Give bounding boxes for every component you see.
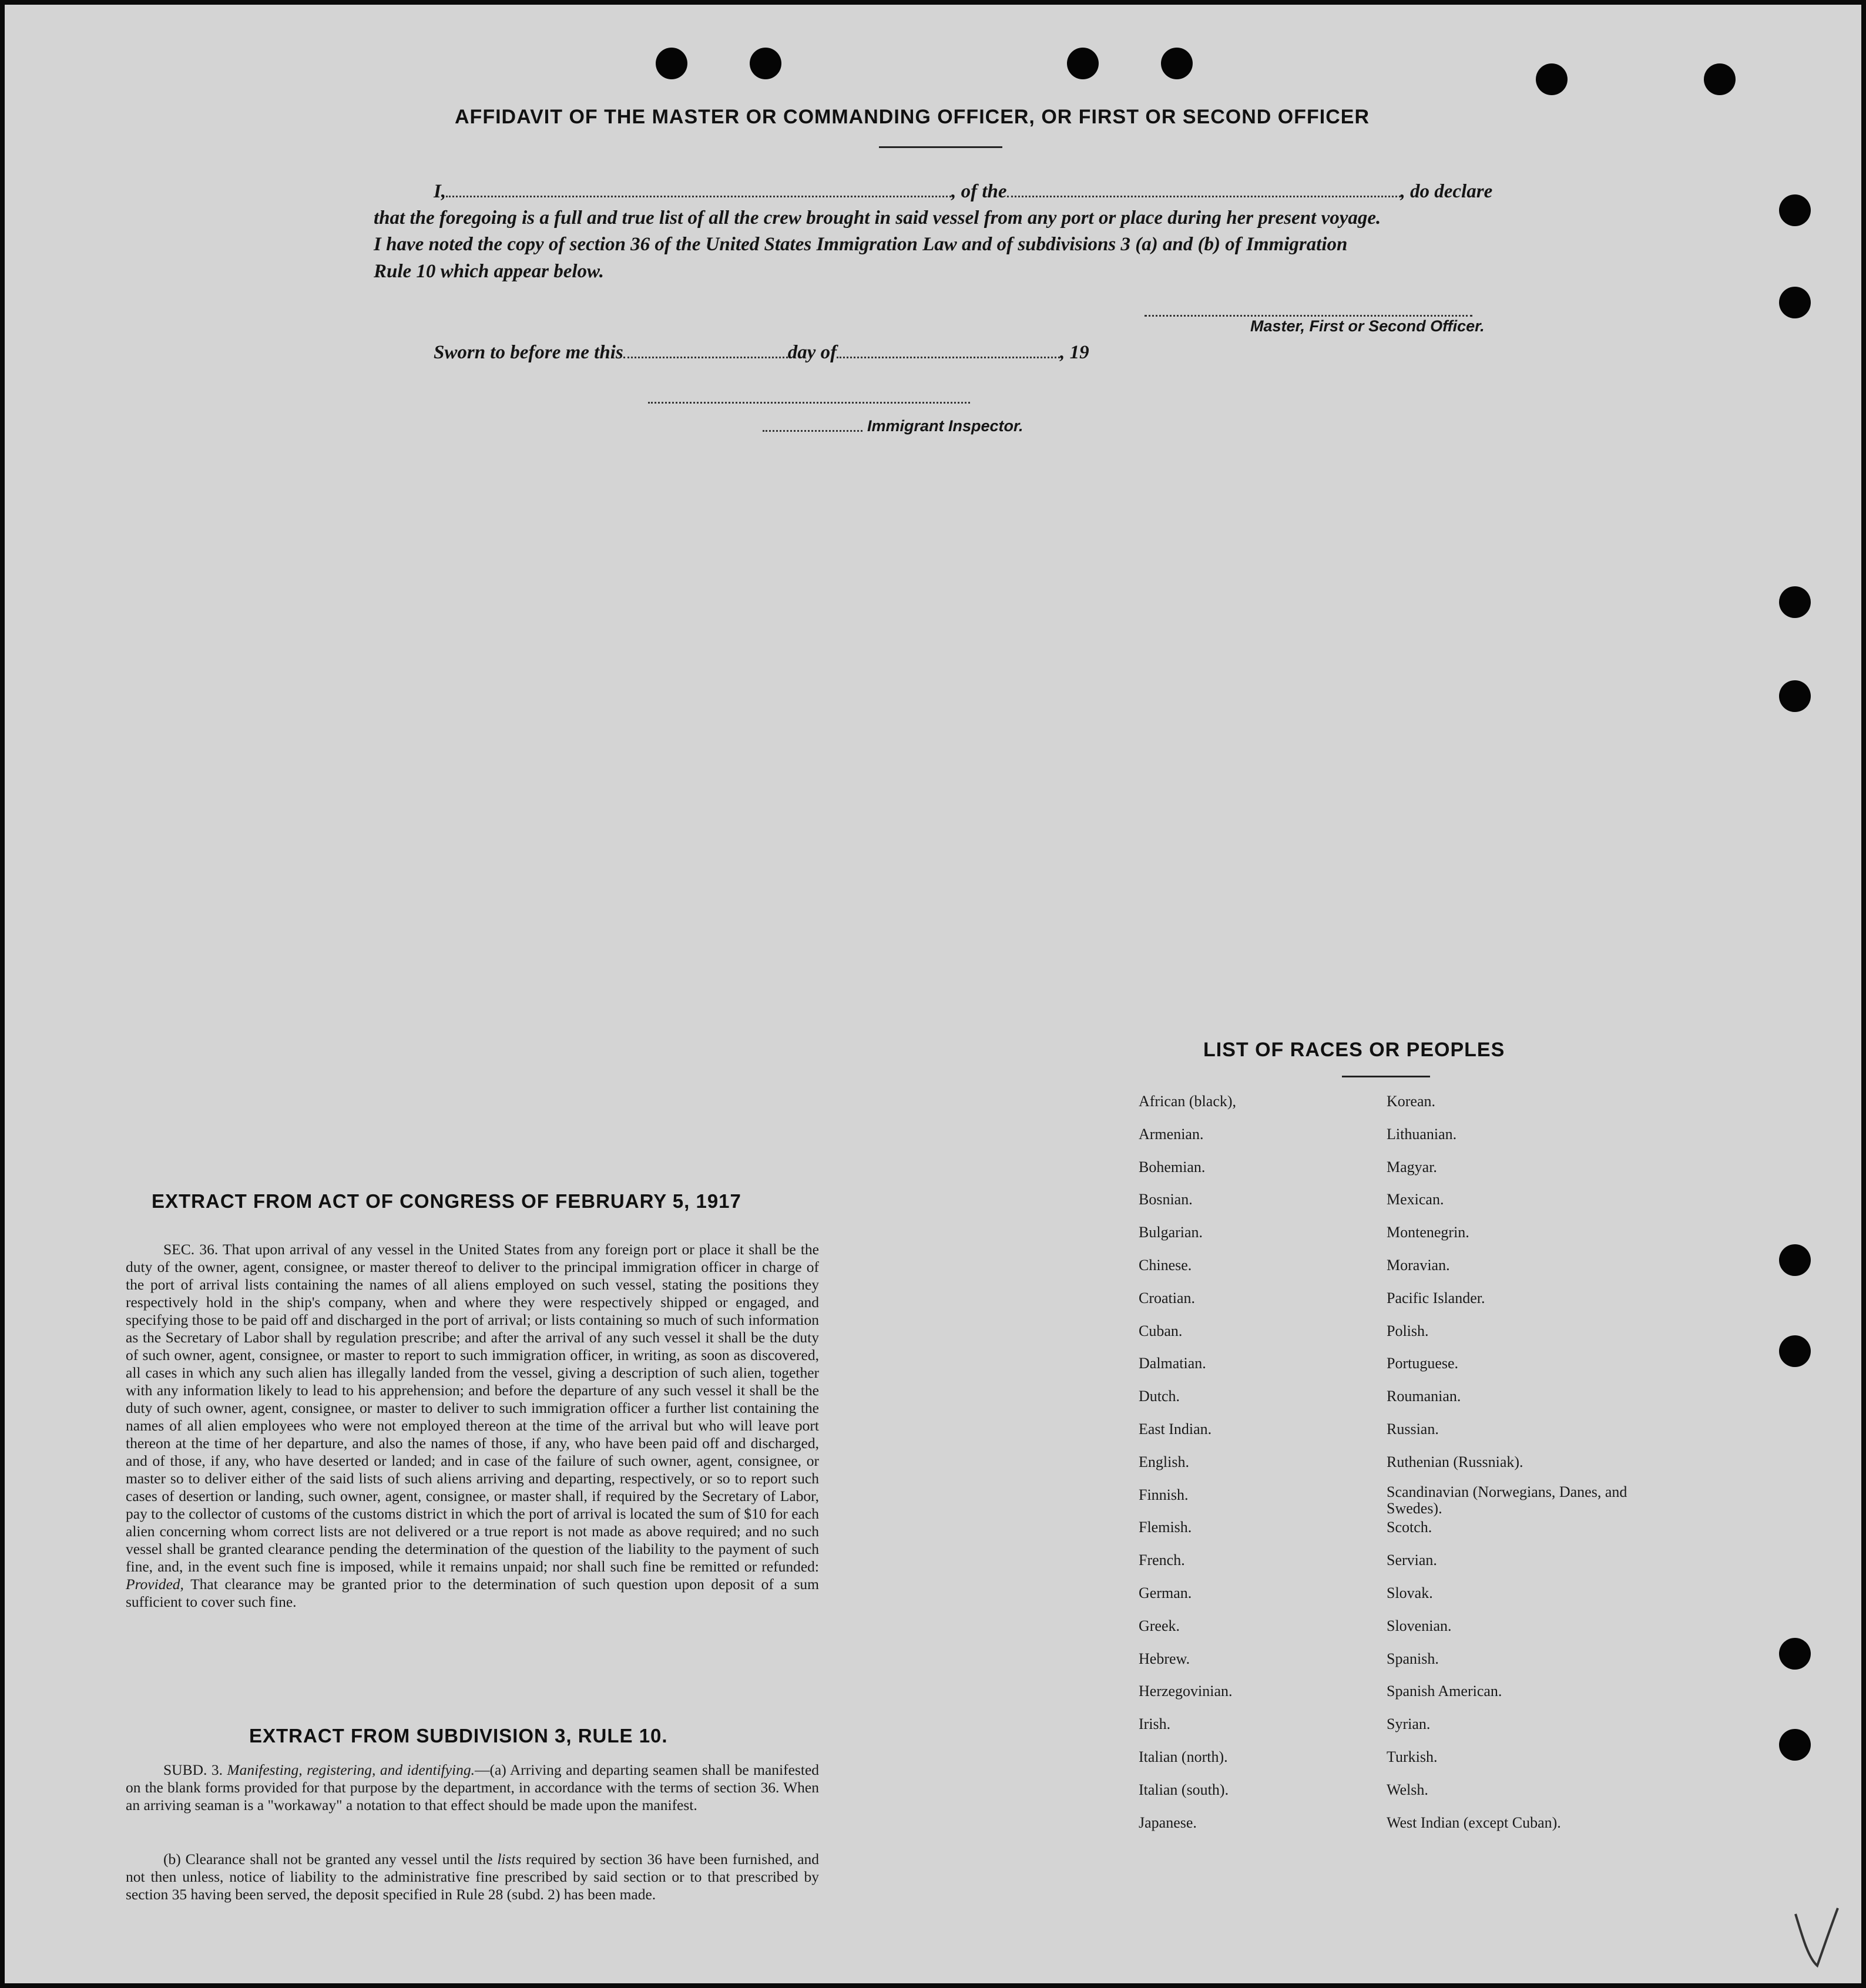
vessel-blank[interactable] — [1007, 195, 1401, 197]
punch-hole — [656, 48, 687, 79]
inspector-signature-line-2[interactable] — [763, 430, 862, 432]
extract-rule-title: EXTRACT FROM SUBDIVISION 3, RULE 10. — [249, 1725, 668, 1747]
declaration-line-3: I have noted the copy of section 36 of the United States Immigration Law and of subdivisions 3 (a) and (b) of Immigration — [374, 234, 1348, 255]
race-item: Mexican. — [1387, 1191, 1444, 1208]
race-item: West Indian (except Cuban). — [1387, 1814, 1561, 1831]
race-item: Roumanian. — [1387, 1388, 1461, 1405]
race-item: Ruthenian (Russniak). — [1387, 1453, 1523, 1470]
race-item: Dalmatian. — [1139, 1355, 1206, 1372]
punch-hole — [750, 48, 781, 79]
declaration-i: I, — [434, 181, 447, 202]
rule-b-text2: required by section 36 have been furnished, and not then unless, notice of liability to the administrative fine prescribed by said section or to that prescribed by section 35 having been served, the deposit specified in Rule 28 (subd. 2) has been made. — [126, 1851, 820, 1903]
race-item: Montenegrin. — [1387, 1224, 1469, 1241]
inspector-label: Immigrant Inspector. — [867, 417, 1023, 435]
race-item: Pacific Islander. — [1387, 1289, 1485, 1307]
rule-a-lead: SUBD. 3. — [163, 1761, 223, 1778]
race-item: Lithuanian. — [1387, 1125, 1457, 1143]
race-item: Bohemian. — [1139, 1158, 1206, 1176]
race-item: Scotch. — [1387, 1519, 1432, 1536]
races-title: LIST OF RACES OR PEOPLES — [1203, 1039, 1505, 1061]
race-item: Cuban. — [1139, 1322, 1183, 1339]
sworn-line — [434, 342, 1089, 364]
master-signature-line[interactable] — [1145, 315, 1472, 317]
rule-b-text1: Clearance shall not be granted any vessel until the — [185, 1851, 493, 1868]
race-item: Magyar. — [1387, 1158, 1437, 1176]
race-item: East Indian. — [1139, 1421, 1212, 1438]
affidavit-title-rule — [879, 146, 1002, 148]
declaration-line-4: Rule 10 which appear below. — [374, 261, 605, 282]
punch-hole — [1779, 1638, 1811, 1670]
extract-act-provided: Provided, — [126, 1576, 184, 1593]
extract-rule-b — [126, 1851, 819, 1903]
race-item: African (black), — [1139, 1093, 1237, 1110]
declaration-line-1 — [434, 181, 1492, 203]
rule-b-mark: (b) — [163, 1851, 181, 1868]
extract-act-lead: SEC. 36. — [163, 1241, 219, 1258]
inspector-signature-line[interactable] — [648, 402, 970, 404]
race-item: Greek. — [1139, 1617, 1180, 1634]
race-item: Hebrew. — [1139, 1650, 1190, 1667]
race-item: Croatian. — [1139, 1289, 1196, 1307]
sworn-prefix: Sworn to before me this — [434, 342, 623, 363]
race-item: Irish. — [1139, 1715, 1171, 1733]
race-item: Finnish. — [1139, 1486, 1189, 1503]
races-title-rule — [1342, 1076, 1430, 1077]
race-item: Portuguese. — [1387, 1355, 1459, 1372]
race-item: French. — [1139, 1552, 1185, 1569]
race-item: German. — [1139, 1584, 1192, 1601]
race-item: Chinese. — [1139, 1257, 1192, 1274]
race-item: Syrian. — [1387, 1715, 1431, 1733]
punch-hole — [1067, 48, 1099, 79]
declaration-do-declare: , do declare — [1400, 181, 1493, 202]
sworn-year: , 19 — [1060, 342, 1089, 363]
master-label: Master, First or Second Officer. — [1250, 317, 1485, 335]
race-item: Korean. — [1387, 1093, 1436, 1110]
punch-hole — [1779, 1729, 1811, 1761]
punch-hole — [1779, 1335, 1811, 1367]
race-item: Spanish. — [1387, 1650, 1439, 1667]
race-item: Moravian. — [1387, 1257, 1450, 1274]
race-item: Herzegovinian. — [1139, 1683, 1233, 1700]
race-item: Italian (south). — [1139, 1781, 1229, 1798]
race-item: Turkish. — [1387, 1748, 1438, 1765]
check-mark-icon — [1791, 1902, 1844, 1973]
punch-hole — [1779, 194, 1811, 226]
punch-hole — [1161, 48, 1193, 79]
punch-hole — [1536, 63, 1568, 95]
race-item: Scandinavian (Norwegians, Danes, and Swedes). — [1387, 1483, 1627, 1517]
extract-act-body: That upon arrival of any vessel in the United States from any foreign port or place it shall be the duty of the owner, agent, consignee, or master thereof to deliver to the principal immigration officer in charge of the port of arrival lists containing the names of all aliens employed on such vessel, stating the positions they respectively hold in the ship's company, when and where they were respectively shipped or engaged, and specifying those to be paid off and discharged in the port of arrival; or lists containing so much of such information as the Secretary of Labor shall by regulation prescribe; and after the arrival of any such vessel it shall be the duty of such owner, agent, consignee, or master to report to such immigration officer, in writing, as soon as discovered, all cases in which any such alien has illegally landed from the vessel, giving a description of such alien, together with any information likely to lead to his apprehension; and before the departure of any such vessel it shall be the duty of such owner, agent, consignee, or master to deliver to such immigration officer a further list containing the names of all alien employees who were not employed thereon at the time of the arrival but who will leave port thereon at the time of her departure, and also the names of those, if any, who have been paid off and discharged, and of those, if any, who have deserted or landed; and in case of the failure of such owner, agent, consignee, or master so to deliver either of the said lists of such aliens arriving and departing, respectively, or so to report such cases of desertion or landing, such owner, agent, consignee, or master shall, if required by the Secretary of Labor, pay to the collector of customs of the customs district in which the port of arrival is located the sum of $10 for each alien concerning whom correct lists are not delivered or a true report is not made as above required; and no such vessel shall be granted clearance pending the determination of the question of the liability to the payment of such fine, and, in the event such fine is imposed, while it remains unpaid; nor shall such fine be remitted or refunded: — [126, 1241, 819, 1575]
race-item: Armenian. — [1139, 1125, 1204, 1143]
document-page — [5, 5, 1861, 1983]
race-item: Japanese. — [1139, 1814, 1197, 1831]
declaration-of-the: , of the — [951, 181, 1007, 202]
rule-b-italic: lists — [497, 1851, 522, 1868]
race-item: Russian. — [1387, 1421, 1439, 1438]
punch-hole — [1704, 63, 1736, 95]
race-item: Dutch. — [1139, 1388, 1180, 1405]
race-item: Polish. — [1387, 1322, 1429, 1339]
extract-act-tail: That clearance may be granted prior to the determination of such question upon deposit of a sum sufficient to cover such fine. — [126, 1576, 819, 1610]
punch-hole — [1779, 586, 1811, 618]
extract-rule-a — [126, 1761, 819, 1814]
punch-hole — [1779, 680, 1811, 712]
affidavit-title: AFFIDAVIT OF THE MASTER OR COMMANDING OFFICER, OR FIRST OR SECOND OFFICER — [455, 106, 1370, 128]
race-item: English. — [1139, 1453, 1189, 1470]
race-item: Bulgarian. — [1139, 1224, 1203, 1241]
rule-a-mark: —(a) — [474, 1761, 506, 1778]
race-item: Welsh. — [1387, 1781, 1428, 1798]
punch-hole — [1779, 287, 1811, 318]
extract-act-title: EXTRACT FROM ACT OF CONGRESS OF FEBRUARY 5, 1917 — [152, 1190, 741, 1212]
race-item: Italian (north). — [1139, 1748, 1228, 1765]
race-item: Spanish American. — [1387, 1683, 1502, 1700]
race-item: Servian. — [1387, 1552, 1437, 1569]
race-item: Flemish. — [1139, 1519, 1192, 1536]
sworn-day-of: day of — [787, 342, 837, 363]
rule-a-italic: Manifesting, registering, and identifying. — [227, 1761, 475, 1778]
sworn-day-blank[interactable] — [623, 356, 788, 358]
punch-hole — [1779, 1244, 1811, 1276]
name-blank[interactable] — [446, 195, 951, 197]
rule-a-text: Arriving and departing seamen shall be manifested on the blank forms provided for that purpose by the department, in accordance with the terms of section 36. When an arriving seaman is a "workaway" a notation to that effect should be made upon the manifest. — [126, 1761, 820, 1814]
sworn-month-blank[interactable] — [837, 356, 1060, 358]
race-item: Bosnian. — [1139, 1191, 1193, 1208]
extract-act-text — [126, 1241, 819, 1611]
declaration-line-2: that the foregoing is a full and true list of all the crew brought in said vessel from any port or place during her present voyage. — [374, 207, 1381, 229]
race-item: Slovenian. — [1387, 1617, 1452, 1634]
race-item: Slovak. — [1387, 1584, 1433, 1601]
